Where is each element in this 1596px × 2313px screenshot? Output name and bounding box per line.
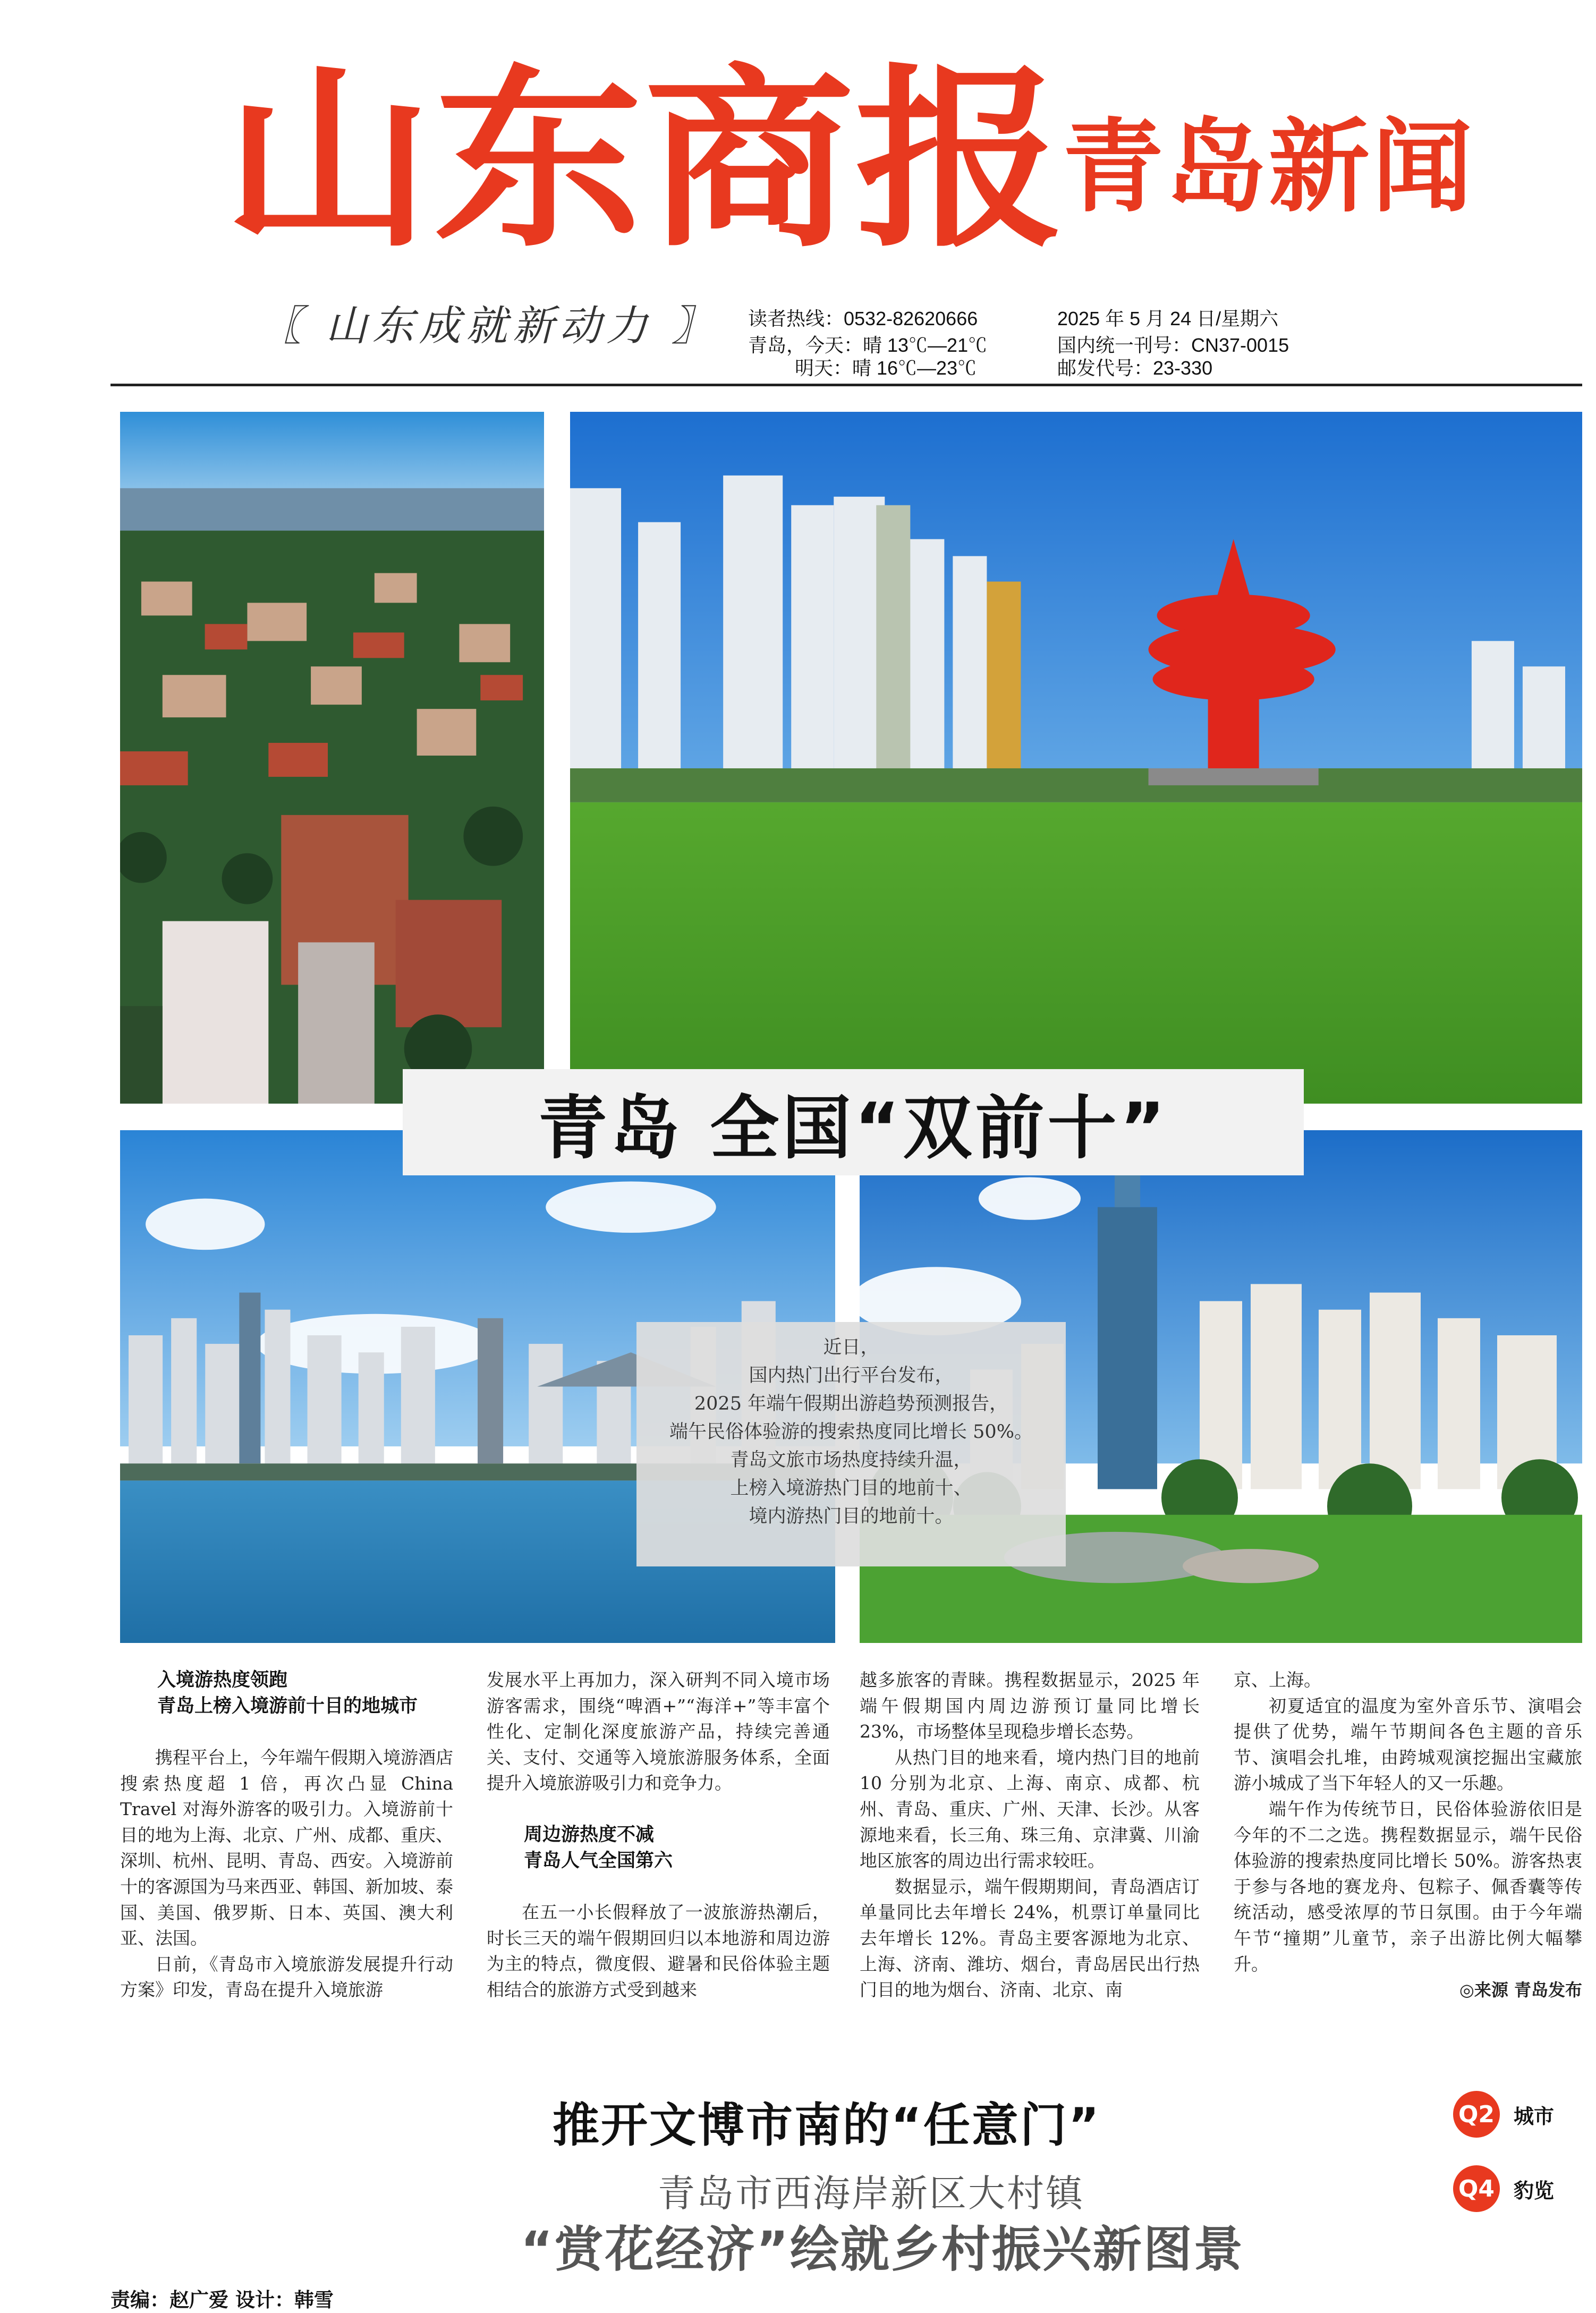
article-column-4 xyxy=(1234,1667,1582,2003)
source-credit: ◎来源 青岛发布 xyxy=(1459,1980,1582,2001)
article-column-1 xyxy=(120,1667,453,2003)
page-badge: Q2 xyxy=(1453,2091,1500,2138)
paragraph: 初夏适宜的温度为室外音乐节、演唱会提供了优势，端午节期间各色主题的音乐节、演唱会扎堆，由跨城观演挖掘出宝藏旅游小城成了当下年轻人的又一乐趣。 xyxy=(1234,1695,1582,1794)
lead-line: 青岛文旅市场热度持续升温， xyxy=(730,1450,972,1471)
paragraph: 从热门目的地来看，境内热门目的地前 10 分别为北京、上海、南京、成都、杭州、青岛、重庆、广州、天津、长沙。从客源地来看，长三角、珠三角、京津冀、川渝地区旅客的周边出行需求较旺。 xyxy=(860,1747,1200,1871)
page-index-city[interactable] xyxy=(1453,2091,1554,2138)
page-label: 豹览 xyxy=(1514,2179,1555,2202)
lead-line: 近日， xyxy=(823,1337,879,1358)
newspaper-title: 山东商报 xyxy=(223,48,1066,274)
issn-number: 国内统一刊号：CN37-0015 xyxy=(1057,334,1289,356)
paragraph: 数据显示，端午假期期间，青岛酒店订单量同比去年增长 24%，机票订单量同比去年增长 12%。青岛主要客源地为北京、上海、济南、潍坊、烟台，青岛居民出行热门目的地为烟台、济南、北京、南 xyxy=(860,1876,1200,2001)
page-index-leopard[interactable] xyxy=(1453,2165,1554,2212)
subheading: 入境游热度领跑 xyxy=(157,1670,288,1691)
postal-code: 邮发代号：23-330 xyxy=(1057,357,1213,379)
paragraph: 携程平台上，今年端午假期入境游酒店搜索热度超 1 倍，再次凸显 China Travel 对海外游客的吸引力。入境游前十目的地为上海、北京、广州、成都、重庆、深圳、杭州、昆明、青岛、西安。入境游前十的客源国为马来西亚、韩国、新加坡、泰国、美国、俄罗斯、日本、英国、澳大利亚、法国。 xyxy=(120,1747,453,1949)
paragraph: 在五一小长假释放了一波旅游热潮后，时长三天的端午假期回归以本地游和周边游为主的特点，微度假、避暑和民俗体验主题相结合的旅游方式受到越来 xyxy=(487,1901,830,2000)
subheading: 周边游热度不减 xyxy=(524,1824,655,1845)
photo-hillside-city xyxy=(120,412,544,1104)
lead-line: 上榜入境游热门目的地前十、 xyxy=(730,1478,972,1499)
issue-date: 2025 年 5 月 24 日/星期六 xyxy=(1057,308,1279,329)
section-title: 青岛新闻 xyxy=(1063,108,1475,226)
masthead-rule xyxy=(111,384,1582,386)
lead-line: 2025 年端午假期出游趋势预测报告， xyxy=(694,1393,1008,1414)
lead-line: 境内游热门目的地前十。 xyxy=(749,1506,954,1527)
article-column-3 xyxy=(860,1667,1200,2003)
lead-summary xyxy=(636,1334,1066,1531)
editor-credits: 责编：赵广爱 设计：韩雪 xyxy=(111,2289,334,2311)
lead-line: 端午民俗体验游的搜索热度同比增长 50%。 xyxy=(669,1421,1033,1443)
weather-tomorrow: 明天：晴 16℃—23℃ xyxy=(795,357,977,379)
paragraph: 端午作为传统节日，民俗体验游依旧是今年的不二之选。携程数据显示，端午民俗体验游的搜索热度同比增长 50%。游客热衷于参与各地的赛龙舟、包粽子、佩香囊等传统活动，感受浓厚的节日氛围。由于今年端午节“撞期”儿童节，亲子出游比例大幅攀升。 xyxy=(1234,1798,1582,1975)
main-headline: 青岛 全国“双前十” xyxy=(538,1087,1169,1168)
slogan: 〖 山东成就新动力 〗 xyxy=(260,302,718,350)
paragraph: 越多旅客的青睐。携程数据显示，2025 年端午假期国内周边游预订量同比增长 23%，市场整体呈现稳步增长态势。 xyxy=(860,1670,1200,1742)
promo-subheading[interactable]: 青岛市西海岸新区大村镇 xyxy=(658,2172,1084,2215)
reader-hotline: 读者热线：0532-82620666 xyxy=(748,308,978,329)
promo-headline[interactable]: 推开文博市南的“任意门” xyxy=(553,2098,1101,2153)
promo-headline-2[interactable]: “赏花经济”绘就乡村振兴新图景 xyxy=(521,2221,1244,2278)
paragraph: 日前，《青岛市入境旅游发展提升行动方案》印发，青岛在提升入境旅游 xyxy=(120,1953,453,2001)
article-column-2 xyxy=(487,1667,830,2003)
page-badge: Q4 xyxy=(1453,2165,1500,2212)
paragraph: 发展水平上再加力，深入研判不同入境市场游客需求，围绕“啤酒+”“海洋+”等丰富个性化、定制化深度旅游产品，持续完善通关、支付、交通等入境旅游服务体系，全面提升入境旅游吸引力和竞争力。 xyxy=(487,1670,830,1794)
paragraph: 京、上海。 xyxy=(1234,1670,1321,1690)
photo-may-fourth-square xyxy=(570,412,1582,1104)
subheading: 青岛人气全国第六 xyxy=(524,1850,673,1871)
lead-line: 国内热门出行平台发布， xyxy=(749,1365,954,1386)
subheading: 青岛上榜入境游前十目的地城市 xyxy=(157,1696,418,1717)
weather-today: 青岛，今天：晴 13℃—21℃ xyxy=(748,334,988,356)
page-label: 城市 xyxy=(1514,2104,1555,2128)
